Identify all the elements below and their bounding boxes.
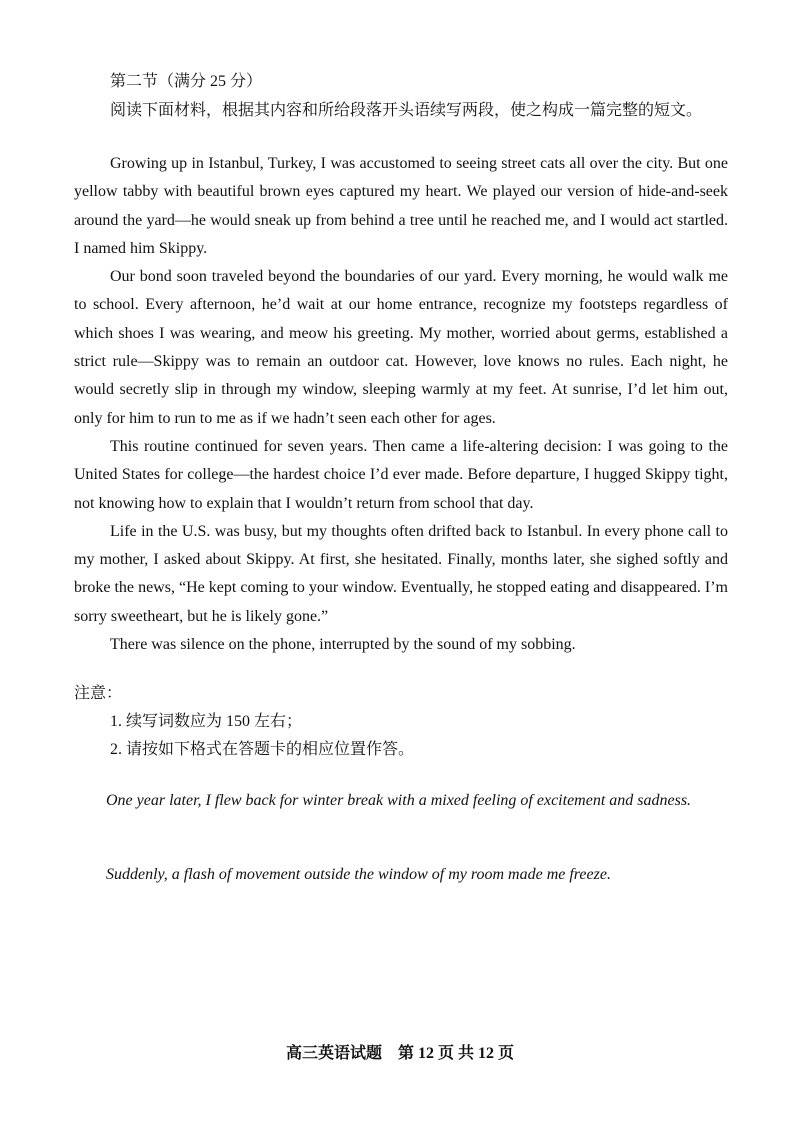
continuation-prompt-1: One year later, I flew back for winter break with a mixed feeling of excitement and sadness. [106, 792, 692, 809]
story-paragraph: Growing up in Istanbul, Turkey, I was accustomed to seeing street cats all over the city. But one yellow tabby with beautiful brown eyes captured my heart. We played our version of hide-and-seek around the yard—he would sneak up from behind a tree until he reached me, and I would act startled. I named him Skippy. [74, 155, 728, 257]
story-paragraph: This routine continued for seven years. Then came a life-altering decision: I was going to the United States for college—the hardest choice I’d ever made. Before departure, I hugged Skippy tight, not knowing how to explain that I wouldn’t return from school that day. [74, 437, 728, 512]
story-paragraph: Our bond soon traveled beyond the boundaries of our yard. Every morning, he would walk me to school. Every afternoon, he’d wait at our home entrance, recognize my footsteps regardless of which shoes I was wearing, and meow his greeting. My mother, worried about germs, established a strict rule—Skippy was to remain an outdoor cat. However, love knows no rules. Each night, he would secretly slip in through my window, sleeping warmly at my feet. At sunrise, I’d let him out, only for him to run to me as if we hadn’t seen each other for ages. [74, 268, 728, 427]
section-title: 第二节（满分 25 分） [110, 73, 263, 90]
section-instruction: 阅读下面材料，根据其内容和所给段落开头语续写两段，使之构成一篇完整的短文。 [110, 102, 703, 119]
page-footer: 高三英语试题 第 12 页 共 12 页 [285, 1045, 514, 1062]
note-item: 1. 续写词数应为 150 左右； [110, 713, 303, 730]
note-item: 2. 请按如下格式在答题卡的相应位置作答。 [110, 741, 415, 758]
notes-title: 注意： [74, 685, 123, 702]
story-passage [74, 150, 728, 659]
story-paragraph: Life in the U.S. was busy, but my thoughts often drifted back to Istanbul. In every phone call to my mother, I asked about Skippy. At first, she hesitated. Finally, months later, she sighed softly and broke the news, “He kept coming to your window. Eventually, he stopped eating and disappeared. I’m sorry sweetheart, but he is likely gone.” [74, 522, 728, 625]
story-paragraph: There was silence on the phone, interrupted by the sound of my sobbing. [110, 636, 576, 654]
continuation-prompt-2: Suddenly, a flash of movement outside the window of my room made me freeze. [106, 866, 611, 883]
